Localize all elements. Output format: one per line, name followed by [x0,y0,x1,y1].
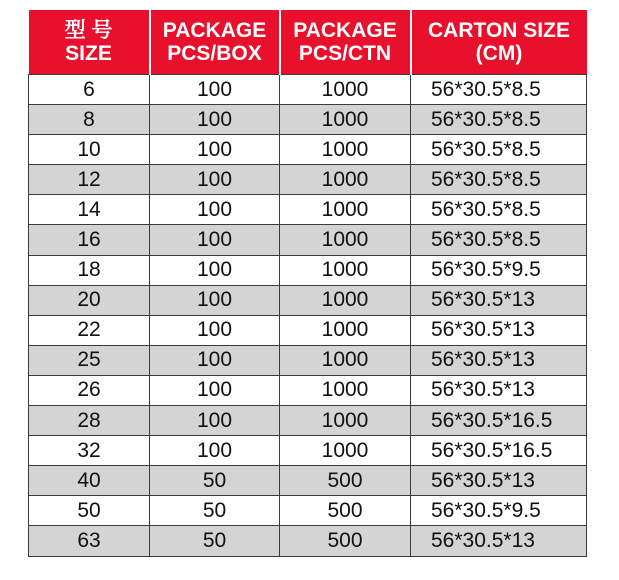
header-pcs-box-line2: PCS/BOX [167,42,262,65]
cell-pcs-box: 100 [150,436,280,466]
table-row [29,375,587,405]
table-row [29,496,587,526]
cell-pcs-box: 100 [150,135,280,165]
cell-pcs-ctn: 1000 [280,436,411,466]
cell-size: 28 [29,406,150,436]
table-row [29,526,587,556]
cell-size: 8 [29,105,150,135]
cell-carton-size: 56*30.5*13 [411,466,587,496]
table-row [29,255,587,285]
cell-pcs-ctn: 1000 [280,345,411,375]
cell-size: 63 [29,526,150,556]
header-carton-size-line1: CARTON SIZE [428,19,570,42]
cell-pcs-ctn: 1000 [280,375,411,405]
table-row [29,406,587,436]
table-row [29,225,587,255]
table-row [29,135,587,165]
cell-pcs-ctn: 1000 [280,105,411,135]
header-carton-size-line2: (CM) [475,42,523,65]
cell-carton-size: 56*30.5*9.5 [411,255,587,285]
cell-carton-size: 56*30.5*9.5 [411,496,587,526]
header-size [29,10,150,75]
cell-size: 14 [29,195,150,225]
header-size-line2: SIZE [65,42,112,65]
cell-pcs-box: 100 [150,75,280,105]
cell-pcs-ctn: 1000 [280,225,411,255]
header-pcs-ctn-line1: PACKAGE [293,19,397,42]
cell-pcs-box: 100 [150,195,280,225]
table-row [29,315,587,345]
cell-size: 32 [29,436,150,466]
cell-pcs-ctn: 500 [280,466,411,496]
header-carton-size [411,10,587,75]
cell-size: 20 [29,285,150,315]
cell-pcs-ctn: 500 [280,526,411,556]
cell-pcs-ctn: 1000 [280,135,411,165]
cell-pcs-box: 50 [150,466,280,496]
cell-carton-size: 56*30.5*8.5 [411,105,587,135]
packing-spec-table-container [28,10,586,557]
cell-pcs-box: 100 [150,375,280,405]
cell-pcs-box: 100 [150,105,280,135]
cell-carton-size: 56*30.5*13 [411,285,587,315]
table-row [29,195,587,225]
cell-carton-size: 56*30.5*8.5 [411,165,587,195]
cell-carton-size: 56*30.5*13 [411,345,587,375]
cell-pcs-box: 100 [150,345,280,375]
header-pcs-box [150,10,280,75]
cell-carton-size: 56*30.5*16.5 [411,436,587,466]
cell-pcs-ctn: 1000 [280,285,411,315]
cell-pcs-ctn: 1000 [280,315,411,345]
table-row [29,466,587,496]
table-row [29,285,587,315]
cell-pcs-ctn: 1000 [280,255,411,285]
cell-pcs-ctn: 1000 [280,406,411,436]
cell-carton-size: 56*30.5*16.5 [411,406,587,436]
cell-size: 10 [29,135,150,165]
cell-pcs-ctn: 500 [280,496,411,526]
cell-pcs-ctn: 1000 [280,75,411,105]
cell-pcs-box: 100 [150,165,280,195]
cell-pcs-box: 100 [150,255,280,285]
cell-size: 12 [29,165,150,195]
cell-carton-size: 56*30.5*8.5 [411,135,587,165]
table-body [29,75,587,557]
cell-size: 16 [29,225,150,255]
cell-carton-size: 56*30.5*8.5 [411,225,587,255]
cell-carton-size: 56*30.5*13 [411,526,587,556]
cell-size: 6 [29,75,150,105]
cell-carton-size: 56*30.5*13 [411,375,587,405]
cell-pcs-box: 100 [150,315,280,345]
header-pcs-ctn [280,10,411,75]
cell-size: 26 [29,375,150,405]
cell-pcs-ctn: 1000 [280,165,411,195]
table-row [29,75,587,105]
cell-pcs-box: 100 [150,285,280,315]
cell-pcs-box: 50 [150,496,280,526]
header-pcs-ctn-line2: PCS/CTN [298,42,392,65]
header-row [29,10,587,75]
packing-spec-table [28,10,587,557]
cell-carton-size: 56*30.5*8.5 [411,75,587,105]
table-row [29,436,587,466]
header-pcs-box-line1: PACKAGE [162,19,267,42]
cell-pcs-box: 100 [150,406,280,436]
table-row [29,165,587,195]
cell-carton-size: 56*30.5*8.5 [411,195,587,225]
cell-size: 50 [29,496,150,526]
cell-pcs-box: 50 [150,526,280,556]
cell-size: 40 [29,466,150,496]
cell-size: 22 [29,315,150,345]
cell-pcs-box: 100 [150,225,280,255]
header-size-line1: 型 号 [64,19,113,42]
table-row [29,105,587,135]
table-row [29,345,587,375]
cell-size: 18 [29,255,150,285]
cell-size: 25 [29,345,150,375]
cell-pcs-ctn: 1000 [280,195,411,225]
cell-carton-size: 56*30.5*13 [411,315,587,345]
